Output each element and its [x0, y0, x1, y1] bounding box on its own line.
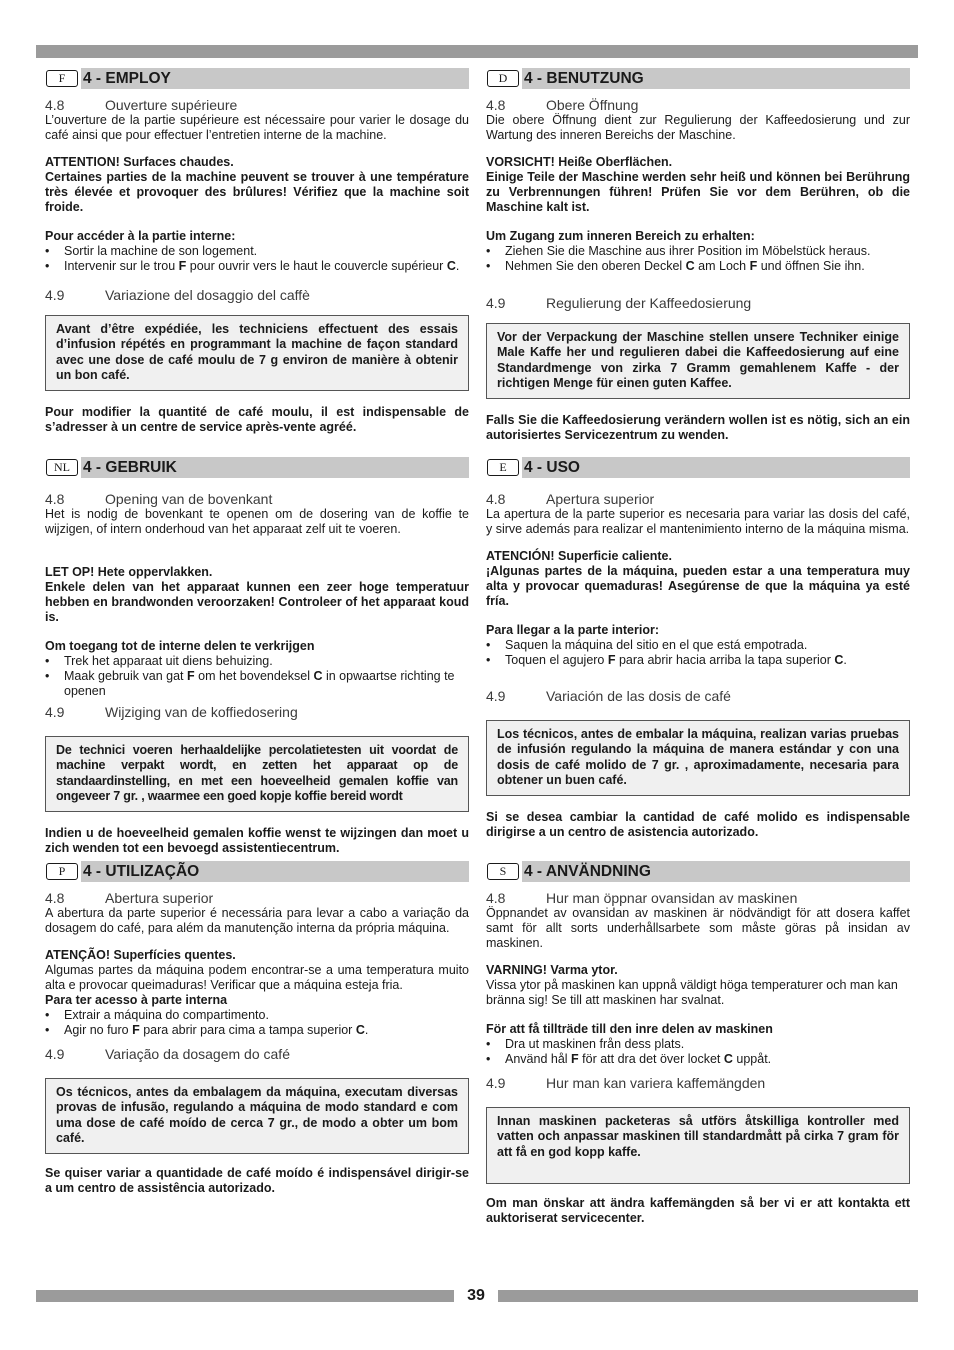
section-header: [487, 457, 910, 478]
list-item: • Agir no furo F para abrir para cima a tampa superior C.: [45, 1023, 469, 1038]
section-title: 4 - BENUTZUNG: [522, 68, 910, 89]
intro-text: L’ouverture de la partie supérieure est nécessaire pour varier le dosage du café ainsi que pour effectuer l’entretien interne de la machine.: [45, 113, 469, 142]
bullet-list: [45, 654, 469, 699]
warning-text: Vissa ytor på maskinen kan uppnå väldigt höga temperaturer och man kan bränna sig! Se till att maskinen har svalnat.: [486, 978, 898, 1007]
subheading-title: Apertura superior: [546, 491, 655, 507]
section-title: 4 - ANVÄNDNING: [522, 861, 910, 882]
subheading-title: Regulierung der Kaffeedosierung: [546, 295, 752, 311]
warning-text: Einige Teile der Maschine werden sehr heiß und können bei Berührung zu Verbrennungen führen! Prüfen Sie vor dem Berühren, ob die Maschine kalt ist.: [486, 170, 910, 214]
list-item: • Saquen la máquina del sitio en el que está empotrada.: [486, 638, 910, 653]
subheading-number: 4.8: [45, 491, 65, 507]
bullet-list: [486, 1037, 910, 1067]
subheading-number: 4.8: [45, 890, 65, 906]
bullet-list: [486, 244, 910, 274]
page-number: 39: [467, 1287, 485, 1304]
info-box: Os técnicos, antes da embalagem da máquina, executam diversas provas de infusão, regulando a máquina de modo standard e com uma dose de café moído de cerca 7 gr., de modo a obter um bom café.: [45, 1078, 469, 1154]
warning-text: Algumas partes da máquina podem encontrar-se a uma temperatura muito alta e provocar queimaduras! Verificar que a máquina esteja fria.: [45, 963, 469, 992]
intro-text: La apertura de la parte superior es necesaria para variar las dosis del café, y sirve además para realizar el mantenimiento interno de la máquina misma.: [486, 507, 910, 536]
subheading-number: 4.8: [486, 97, 506, 113]
info-box: Vor der Verpackung der Maschine stellen unsere Techniker einige Male Kaffe her und regulieren dabei die Kaffeedosierung auf eine Standardmenge von zirka 7 Gramm gemahlenem Kaffe - der richtigen Menge für einen guten Kaffee.: [486, 323, 910, 399]
service-note: Si se desea cambiar la cantidad de café molido es indispensable dirigirse a un centro de asistencia autorizado.: [486, 810, 910, 840]
language-badge: E: [487, 459, 519, 476]
list-item: • Sortir la machine de son logement.: [45, 244, 469, 259]
section-sv: [486, 861, 910, 1226]
list-item: • Dra ut maskinen från dess plats.: [486, 1037, 910, 1052]
subheading-4-8: [45, 492, 469, 507]
section-title: 4 - GEBRUIK: [81, 457, 469, 478]
list-item: • Nehmen Sie den oberen Deckel C am Loch F und öffnen Sie ihn.: [486, 259, 910, 274]
section-es: [486, 457, 910, 840]
intro-text: A abertura da parte superior é necessária para levar a cabo a variação da dosagem do café, para além da manutenção interna da própria máquina.: [45, 906, 469, 935]
section-header: [487, 861, 910, 882]
language-badge: S: [487, 863, 519, 880]
subheading-number: 4.9: [486, 1075, 506, 1091]
intro-text: Het is nodig de bovenkant te openen om de dosering van de koffie te wijzigen, of intern onderhoud van het apparaat zelf uit te voeren.: [45, 507, 469, 536]
subheading-4-9: [486, 689, 910, 704]
info-box: Avant d’être expédiée, les techniciens effectuent des essais d’infusion répétés en programmant la machine de façon standard avec une dose de café moulu de 7 g environ de manière à obtenir un bon café.: [45, 315, 469, 391]
language-badge: NL: [46, 459, 78, 476]
section-title: 4 - USO: [522, 457, 910, 478]
access-title: Om toegang tot de interne delen te verkrijgen: [45, 639, 315, 653]
section-nl: [45, 457, 469, 856]
warning-title: VORSICHT! Heiße Oberflächen.: [486, 155, 673, 169]
warning-title: VARNING! Varma ytor.: [486, 963, 618, 977]
list-item: • Ziehen Sie die Maschine aus ihrer Position im Möbelstück heraus.: [486, 244, 910, 259]
section-title: 4 - UTILIZAÇÃO: [81, 861, 469, 882]
service-note: Indien u de hoeveelheid gemalen koffie wenst te wijzingen dan moet u zich wenden tot een bevoegd assistentiecentrum.: [45, 826, 469, 856]
service-note: Se quiser variar a quantidade de café moído é indispensável dirigir-se a um centro de assistência autorizado.: [45, 1166, 469, 1196]
subheading-4-8: [45, 98, 469, 113]
subheading-title: Variazione del dosaggio del caffè: [105, 287, 310, 303]
section-header: [487, 68, 910, 89]
top-bar: [36, 45, 918, 58]
bottom-bar-right: [498, 1290, 918, 1302]
info-box: Innan maskinen packeteras så utförs åtskilliga kontroller med vatten och anpassar maskinen till standardmått på cirka 7 gram för att få en god kopp kaffe.: [486, 1107, 910, 1184]
warning-title: ATTENTION! Surfaces chaudes.: [45, 155, 234, 169]
subheading-4-8: [45, 891, 469, 906]
bullet-list: [45, 244, 469, 274]
section-header: [46, 457, 469, 478]
section-title: 4 - EMPLOY: [81, 68, 469, 89]
section-header: [46, 68, 469, 89]
subheading-number: 4.8: [486, 890, 506, 906]
section-de: [486, 68, 910, 443]
info-box: Los técnicos, antes de embalar la máquina, realizan varias pruebas de infusión regulando la máquina de manera estándar y con una dosis de café molido de 7 gr. , aproximadamente, necesaria para obtener un buen café.: [486, 720, 910, 796]
access-title: Um Zugang zum inneren Bereich zu erhalten:: [486, 229, 755, 243]
section-header: [46, 861, 469, 882]
language-badge: F: [46, 70, 78, 87]
subheading-title: Obere Öffnung: [546, 97, 639, 113]
list-item: • Trek het apparaat uit diens behuizing.: [45, 654, 469, 669]
warning-text: Certaines parties de la machine peuvent se trouver à une température très élevée et provoquer des brûlures! Vérifiez que la machine soit froide.: [45, 170, 469, 214]
subheading-title: Hur man öppnar ovansidan av maskinen: [546, 890, 798, 906]
list-item: • Extrair a máquina do compartimento.: [45, 1008, 469, 1023]
subheading-4-9: [486, 296, 910, 311]
warning-text: Enkele delen van het apparaat kunnen een zeer hoge temperatuur hebben en brandwonden veroorzaken! Controleer of het apparaat koud is.: [45, 580, 469, 624]
subheading-title: Hur man kan variera kaffemängden: [546, 1075, 766, 1091]
subheading-title: Variação da dosagem do café: [105, 1046, 290, 1062]
subheading-4-9: [45, 705, 469, 720]
language-badge: P: [46, 863, 78, 880]
intro-text: Die obere Öffnung dient zur Regulierung der Kaffeedosierung und zur Wartung des inneren Bereichs der Maschine.: [486, 113, 910, 142]
subheading-number: 4.9: [45, 287, 65, 303]
subheading-4-9: [486, 1076, 910, 1091]
subheading-number: 4.9: [486, 295, 506, 311]
access-title: Pour accéder à la partie interne:: [45, 229, 236, 243]
section-pt: [45, 861, 469, 1196]
subheading-title: Wijziging van de koffiedosering: [105, 704, 298, 720]
subheading-title: Variación de las dosis de café: [546, 688, 731, 704]
subheading-4-8: [486, 98, 910, 113]
warning-title: LET OP! Hete oppervlakken.: [45, 565, 213, 579]
bullet-list: [45, 1008, 469, 1038]
subheading-title: Ouverture supérieure: [105, 97, 238, 113]
subheading-4-8: [486, 492, 910, 507]
service-note: Pour modifier la quantité de café moulu, il est indispensable de s’adresser à un centre de service après-vente agréé.: [45, 405, 469, 435]
language-badge: D: [487, 70, 519, 87]
section-fr: [45, 68, 469, 435]
warning-title: ATENÇÃO! Superfícies quentes.: [45, 948, 236, 962]
subheading-number: 4.9: [486, 688, 506, 704]
subheading-number: 4.9: [45, 1046, 65, 1062]
subheading-title: Opening van de bovenkant: [105, 491, 273, 507]
warning-title: ATENCIÓN! Superficie caliente.: [486, 549, 672, 563]
bottom-bar-left: [36, 1290, 454, 1302]
info-box: De technici voeren herhaaldelijke percolatietesten uit voordat de machine verpakt wordt, en zetten het apparaat op de standaardinstelling, en met een hoeveelheid gemalen koffie van ongeveer 7 gr. , waarmee een goed kopje koffie bereid wordt: [45, 736, 469, 812]
subheading-number: 4.8: [45, 97, 65, 113]
subheading-4-9: [45, 1047, 469, 1062]
list-item: • Intervenir sur le trou F pour ouvrir vers le haut le couvercle supérieur C.: [45, 259, 469, 274]
subheading-4-9: [45, 288, 469, 303]
list-item: • Använd hål F för att dra det över locket C uppåt.: [486, 1052, 910, 1067]
intro-text: Öppnandet av ovansidan av maskinen är nödvändigt för att dosera kaffet samt för allt sorts underhållsarbete som måste göras på insidan av maskinen.: [486, 906, 910, 950]
access-title: Para ter acesso à parte interna: [45, 993, 228, 1007]
subheading-number: 4.9: [45, 704, 65, 720]
subheading-4-8: [486, 891, 910, 906]
subheading-title: Abertura superior: [105, 890, 214, 906]
subheading-number: 4.8: [486, 491, 506, 507]
service-note: Falls Sie die Kaffeedosierung verändern wollen ist es nötig, sich an ein autorisiertes Servicezentrum zu wenden.: [486, 413, 910, 443]
list-item: • Toquen el agujero F para abrir hacia arriba la tapa superior C.: [486, 653, 910, 668]
bullet-list: [486, 638, 910, 668]
access-title: För att få tillträde till den inre delen av maskinen: [486, 1022, 773, 1036]
list-item: • Maak gebruik van gat F om het bovendeksel C in opwaartse richting te openen: [45, 669, 469, 699]
service-note: Om man önskar att ändra kaffemängden så ber vi er att kontakta ett auktoriserat servicecenter.: [486, 1195, 910, 1225]
warning-text: ¡Algunas partes de la máquina, pueden estar a una temperatura muy alta y provocar quemaduras! Asegúrense de que la máquina ya esté fría.: [486, 564, 910, 608]
access-title: Para llegar a la parte interior:: [486, 623, 659, 637]
